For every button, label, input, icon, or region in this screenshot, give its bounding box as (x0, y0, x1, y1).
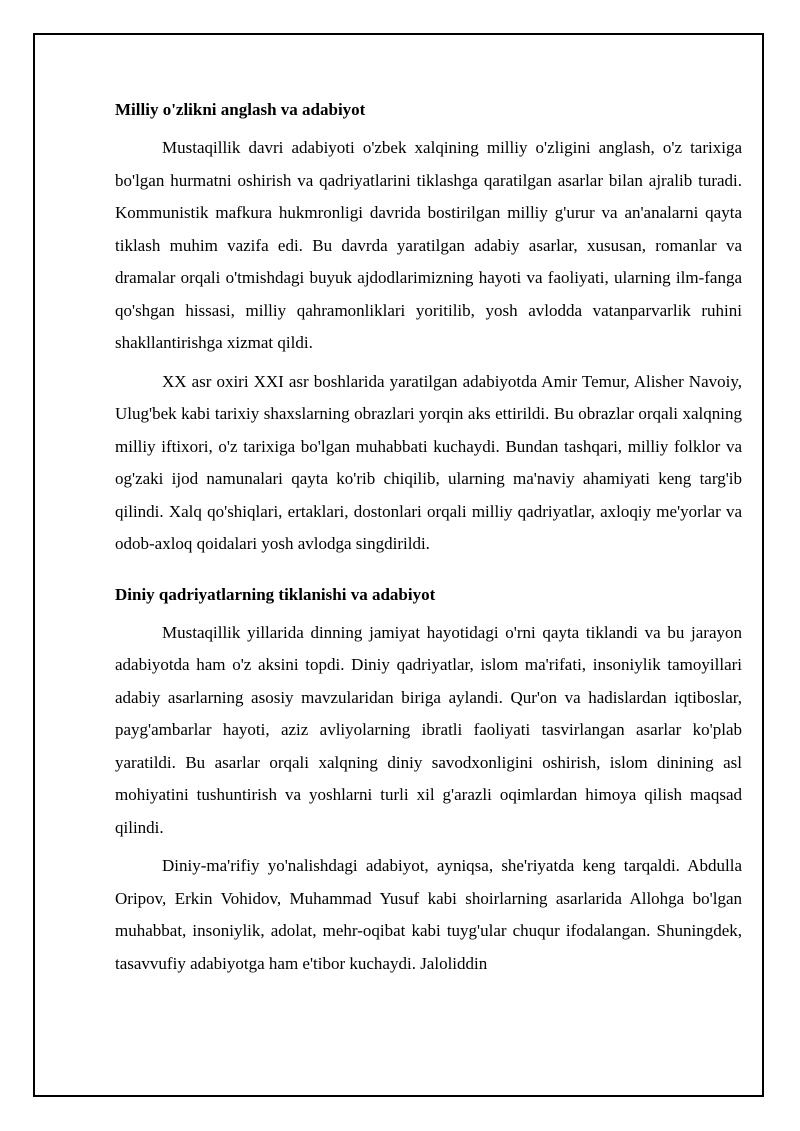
paragraph: Diniy-ma'rifiy yo'nalishdagi adabiyot, ayniqsa, she'riyatda keng tarqaldi. Abdulla Oripov, Erkin Vohidov, Muhammad Yusuf kabi shoirlarning asarlarida Allohga bo'lgan muhabbat, insoniylik, adolat, mehr-oqibat kabi tuyg'ular chuqur ifodalangan. Shuningdek, tasavvufiy adabiyotga ham e'tibor kuchaydi. Jaloliddin (115, 856, 742, 973)
paragraph: Mustaqillik davri adabiyoti o'zbek xalqining milliy o'zligini anglash, o'z tarixiga bo'lgan hurmatni oshirish va qadriyatlarini tiklashga qaratilgan asarlar bilan ajralib turadi. Kommunistik mafkura hukmronligi davrida bostirilgan milliy g'urur va an'analarni qayta tiklash muhim vazifa edi. Bu davrda yaratilgan adabiy asarlar, xususan, romanlar va dramalar orqali o'tmishdagi buyuk ajdodlarimizning hayoti va faoliyati, ularning ilm-fanga qo'shgan hissasi, milliy qahramonliklari yoritilib, yosh avlodda vatanparvarlik ruhini shakllantirishga xizmat qildi. (115, 138, 742, 352)
section-national-identity (115, 94, 742, 561)
paragraph: XX asr oxiri XXI asr boshlarida yaratilgan adabiyotda Amir Temur, Alisher Navoiy, Ulug'bek kabi tarixiy shaxslarning obrazlari yorqin aks ettirildi. Bu obrazlar orqali xalqning milliy iftixori, o'z tarixiga bo'lgan muhabbati kuchaydi. Bundan tashqari, milliy folklor va og'zaki ijod namunalari qayta ko'rib chiqilib, ularning ma'naviy ahamiyati keng targ'ib qilindi. Xalq qo'shiqlari, ertaklari, dostonlari orqali milliy qadriyatlar, axloqiy me'yorlar va odob-axloq qoidalari yosh avlodga singdirildi. (115, 371, 742, 553)
paragraph: Mustaqillik yillarida dinning jamiyat hayotidagi o'rni qayta tiklandi va bu jarayon adabiyotda ham o'z aksini topdi. Diniy qadriyatlar, islom ma'rifati, insoniylik tamoyillari adabiy asarlarning asosiy mavzularidan biriga aylandi. Qur'on va hadislardan iqtiboslar, payg'ambarlar hayoti, aziz avliyolarning ibratli faoliyati tasvirlangan asarlar ko'plab yaratildi. Bu asarlar orqali xalqning diniy savodxonligini oshirish, islom dinining asl mohiyatini tushuntirish va yoshlarni turli xil g'arazli oqimlardan himoya qilish maqsad qilindi. (115, 622, 742, 837)
document-body (115, 94, 742, 986)
section-heading: Diniy qadriyatlarning tiklanishi va adabiyot (115, 584, 436, 604)
section-religious-values (115, 579, 742, 981)
section-heading: Milliy o'zlikni anglash va adabiyot (115, 100, 366, 119)
